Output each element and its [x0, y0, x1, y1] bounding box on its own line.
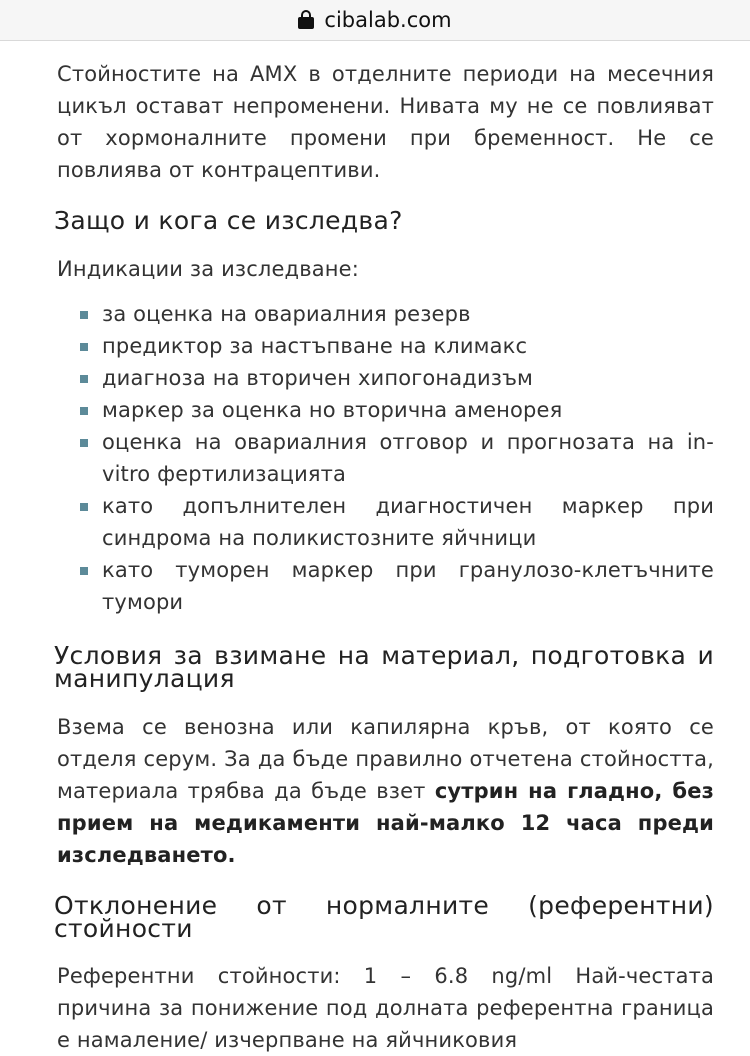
heading-why: Защо и кога се изследва? [54, 206, 403, 235]
conditions-text: Взема се венозна или капилярна кръв, от която се отделя серум. За да бъде правилно отчетена стойността, материала трябва да бъде взет [57, 715, 714, 803]
conditions-emphasis: сутрин на гладно, без прием на медикаменти най-малко 12 часа преди изследването. [57, 779, 714, 867]
list-item: като допълнителен диагностичен маркер при синдрома на поликистозните яйчници [80, 490, 714, 554]
square-bullet-icon [80, 439, 88, 447]
list-item: за оценка на овариалния резерв [80, 298, 714, 330]
intro-paragraph: Стойностите на АМХ в отделните периоди на месечния цикъл остават непроменени. Нивата му не се повлияват от хормоналните промени при бременност. Не се повлиява от контрацептиви. [57, 62, 714, 182]
conditions-paragraph [57, 711, 714, 871]
indications-list [80, 298, 714, 618]
heading-deviation: Отклонение от нормалните (референтни) стойности [54, 891, 714, 943]
domain-label: cibalab.com [324, 8, 452, 32]
list-item: диагноза на вторичен хипогонадизъм [80, 362, 714, 394]
deviation-paragraph: Референтни стойности: 1 – 6.8 ng/ml Най-честата причина за понижение под долната референтна граница е намаление/ изчерпване на яйчниковия [57, 964, 714, 1052]
indications-lead: Индикации за изследване: [57, 257, 359, 281]
square-bullet-icon [80, 503, 88, 511]
square-bullet-icon [80, 375, 88, 383]
list-item: предиктор за настъпване на климакс [80, 330, 714, 362]
list-item: като туморен маркер при гранулозо-клетъчните тумори [80, 554, 714, 618]
browser-address-bar[interactable] [0, 0, 750, 41]
lock-icon [298, 9, 314, 29]
square-bullet-icon [80, 567, 88, 575]
square-bullet-icon [80, 343, 88, 351]
list-item: оценка на овариалния отговор и прогнозата на in-vitro фертилизацията [80, 426, 714, 490]
square-bullet-icon [80, 407, 88, 415]
square-bullet-icon [80, 311, 88, 319]
list-item: маркер за оценка но вторична аменорея [80, 394, 714, 426]
heading-conditions: Условия за взимане на материал, подготовка и манипулация [54, 641, 714, 693]
